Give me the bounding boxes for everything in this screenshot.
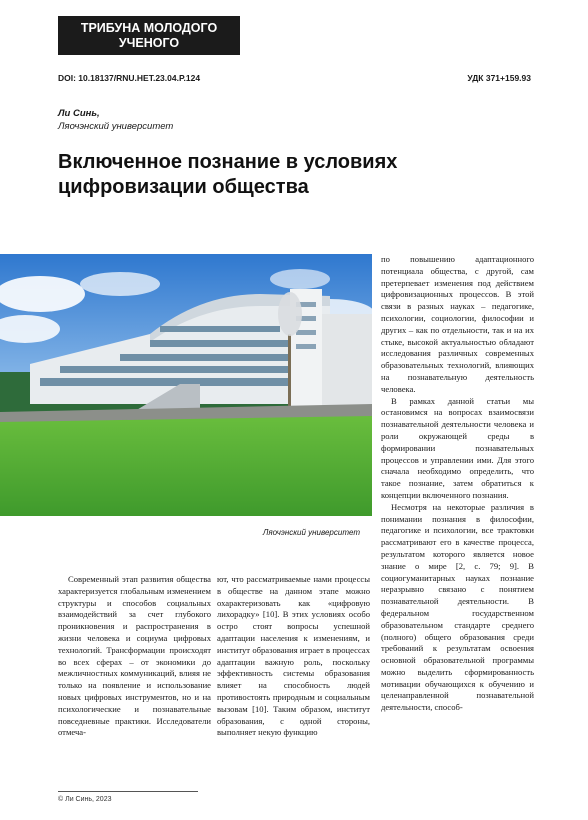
journal-rubric (58, 16, 240, 55)
paragraph: по повышению адаптационного потенциала общества, с другой, сам претерпевает изменения под действием цифровизационных процессов. В этой связи в разных науках – педагогике, психологии, социологии, философии и других – как по отдельности, так и на их стыке, высокой актуальностью обладают исследования различных современных образовательных технологий, влияющих на познавательную деятельность человека. (381, 254, 534, 394)
rubric-line-2: УЧЕНОГО (118, 35, 180, 50)
text-column-3 (381, 254, 534, 714)
text-column-2 (217, 574, 370, 739)
rubric-line-1: ТРИБУНА МОЛОДОГО (80, 20, 218, 35)
paragraph: В рамках данной статьи мы остановимся на вопросах взаимосвязи познавательной деятельности человека и роли окружающей среды в формировании познавательных процессов и управлении ими. Для этого сначала необходимо определить, что такое познание, затем обратиться к концепции включенного познания. (381, 395, 534, 500)
university-photo (0, 254, 372, 516)
footnote-divider (58, 791, 198, 792)
paragraph: Современный этап развития общества характеризуется глобальным изменением структуры и способов социальных взаимодействий за счет глубокого проникновения и распространения в жизни человека и социума цифровых технологий. Трансформации происходят во всех сферах – от экономики до межличностных коммуникаций, влияя не только на появление и использование новых цифровых инструментов, но и на психологические и познавательные повседневные практики. Исследователи отмеча- (58, 574, 211, 738)
paragraph: Несмотря на некоторые различия в понимании познания в философии, педагогике и психологии, все трактовки рассматривают его в качестве процесса, результатом которого является новое знание о мире [2, с. 79; 9]. В социогуманитарных науках познание неразрывно связано с понятием познавательной деятельности. В федеральном государственном образовательном стандарте среднего (полного) общего образования среди требований к результатам освоения основной образовательной программы можно выделить сформированность мотивации обучающихся к обучению и целенаправленной познавательной деятельности, способ- (381, 501, 534, 713)
author-name: Ли Синь, (58, 108, 100, 119)
article-title: Включенное познание в условиях цифровизации общества (58, 151, 398, 198)
paragraph: ют, что рассматриваемые нами процессы в обществе на данном этапе можно охарактеризовать как «цифровую лихорадку» [10]. В этих условиях особо остро стоят вопросы успешной адаптации населения к изменениям, и институт образования играет в процессах адаптации важную роль, поскольку эффективность системы образования влияет на способность людей противостоять природным и социальным вызовам [10]. Таким образом, институт образования, с одной стороны, выполняет некую функцию (217, 574, 370, 738)
photo-caption: Ляочэнский университет (262, 528, 360, 537)
doi[interactable]: DOI: 10.18137/RNU.HET.23.04.P.124 (58, 73, 201, 83)
author-affiliation: Ляочэнский университет (58, 121, 174, 132)
copyright-footnote: © Ли Синь, 2023 (58, 796, 112, 803)
udk-code: УДК 371+159.93 (467, 73, 531, 83)
text-column-1 (58, 574, 211, 739)
